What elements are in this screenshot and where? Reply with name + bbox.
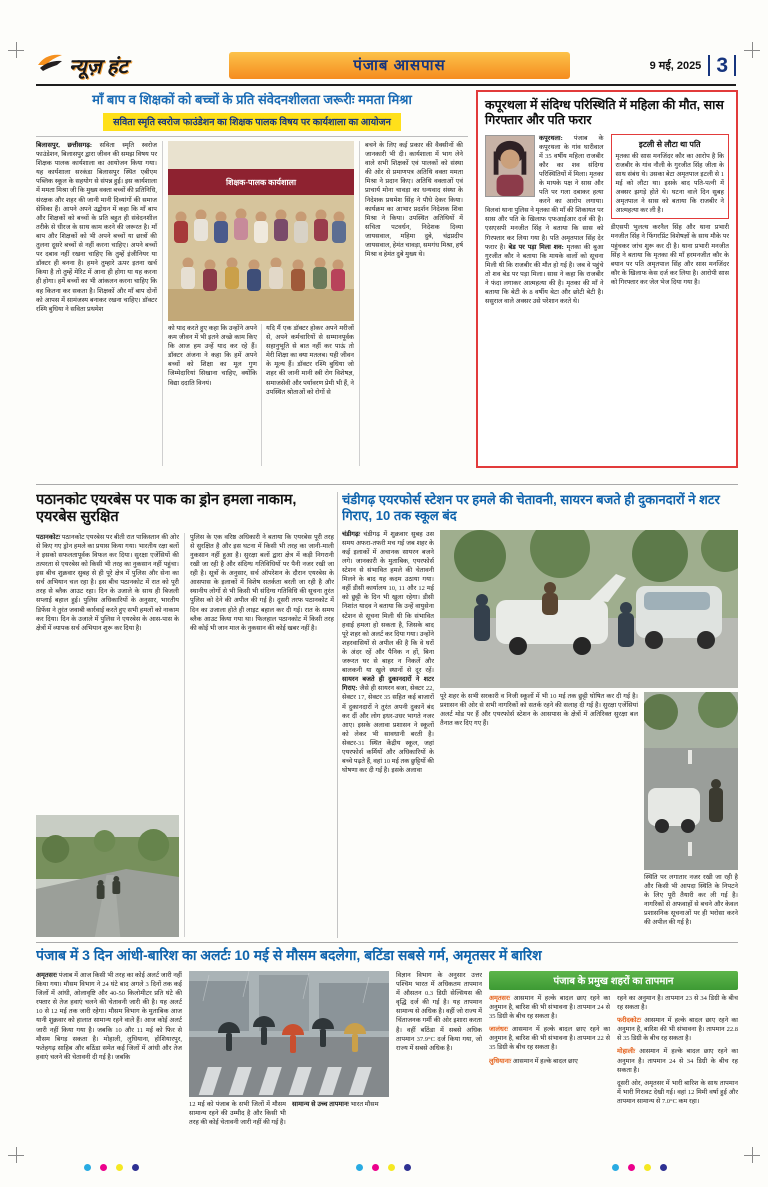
issue-date: 9 मई, 2025 (649, 59, 702, 72)
city-label: अमृतसरः (489, 995, 510, 1002)
masthead (36, 52, 221, 79)
temp-text: आसमान में हल्के बादल छाए रहने का अनुमान है। तापमान 24 से 34 डिग्री के बीच रह सकता है। (617, 1048, 738, 1074)
registration-dots (84, 1164, 139, 1171)
car-inspection-photo (440, 530, 738, 688)
pathankot-col1 (36, 533, 184, 937)
city-label: जालंधरः (489, 1026, 508, 1034)
pathankot-col1-body: पठानकोट एयरबेस पर बीती रात पाकिस्तान की ओर से किए गए ड्रोन हमले का प्रयास किया गया। भारतीय रक्षा बलों ने इसको सफलतापूर्वक विफल कर दिया। सुरक्षा एजेंसियों की तत्परता से एयरबेस को किसी भी तरह का नुकसान नहीं पहुंचा। इस बीच शुक्रवार सुबह से ही पूरे क्षेत्र में पुलिस और सेना का सर्च अभियान चल रहा है। इस बीच पठानकोट में रात को पूरी तरह से ब्लैक आउट रहा। दिन के उजाले के साथ ही बिजली सप्लाई बहाल हुई। पुलिस अधिकारियों के अनुसार, भारतीय डिफेंस ने तुरंत जवाबी कार्रवाई करते हुए सभी हमलों को नाकाम कर दिया। दिन के उजाले में पुलिस ने एयरबेस के आस-पास के क्षेत्रों में व्यापक सर्च अभियान शुरू कर दिया है। (36, 533, 179, 632)
airbase-road-photo (36, 815, 179, 937)
dateline: कपूरथला: (539, 134, 563, 142)
temp-entry (617, 994, 738, 1012)
crop-mark (744, 1147, 760, 1163)
weather-col3 (396, 971, 482, 1151)
crop-mark (8, 1147, 24, 1163)
weather-col1-body: पंजाब में आज किसी भी तरह का कोई अलर्ट जारी नहीं किया गया। मौसम विभाग ने 24 घंटे बाद अगले 3 दिनों तक कई जिलों में आंधी, ओलावृष्टि और 40-50 किलोमीटर प्रति घंटे की रफ्तार से तेज हवाएं चलने की चेतावनी जारी की है। यह अलर्ट 10 से 12 मई तक जारी रहेगा। मौसम विभाग के मुताबिक आज यानी शुक्रवार को हालात सामान्य रहने वाले हैं। आज कोई अलर्ट जारी नहीं किया गया है। जबकि 10 और 11 मई को फिर से मौसम बिगड़ सकता है। मोहाली, लुधियाना, होशियारपुर, फतेहगढ़ साहिब और बठिंडा समेत कई जिलों में आंधी और तेज हवाएं चलने की चेतावनी दी गई है। जबकि (36, 972, 182, 1061)
top-story-col4: बचने के लिए कई प्रकार की वैक्सीनों की जानकारी भी दी। कार्यशाला में भाग लेने वाले सभी शिक्षकों एवं पालकों को संस्था की ओर से प्रमाणपत्र अतिथि वक्ता ममता मिश्रा ने प्रदान किए। अतिथि वक्ताओं एवं प्राचार्य मोना चावड़ा का धन्यवाद संस्था के निदेशक प्रथमेश सिंह ने पौधे देकर किया। कार्यक्रम का आभार प्रदर्शन निदेशक शिवा मिश्रा ने किया। उपस्थित अतिथियों में सचिता पटवर्धन, निदेशक दिव्या जायसवाल, महिमा दुबे, चंद्रप्रदीप जायसवाल, हेमंत चावड़ा, समगंध मिश्रा, हर्ष मिश्रा व हेमंत दुबे मुख्य थे। (365, 142, 463, 259)
top-story (36, 90, 468, 468)
top-story-subhead: सविता स्मृति स्वरोज फाउंडेशन का शिक्षक पालक विषय पर कार्यशाला का आयोजन (103, 113, 401, 131)
normal-temp-block (292, 1100, 389, 1151)
kapurthala-sub2-title: बेड पर पड़ा मिला शव: (508, 243, 564, 251)
workshop-group-photo (168, 141, 354, 321)
crop-mark (744, 42, 760, 58)
top-story-headline: माँ बाप व शिक्षकों को बच्चों के प्रति संवेदनशीलता जरूरीः ममता मिश्रा (92, 92, 412, 107)
top-story-body (36, 136, 468, 466)
weather-col1 (36, 971, 182, 1151)
chandigarh-right (440, 530, 738, 934)
kapurthala-body (485, 134, 729, 434)
kapurthala-col1 (485, 134, 604, 434)
cyan-dot (356, 1164, 363, 1171)
chandigarh-body (342, 530, 738, 934)
magenta-dot (372, 1164, 379, 1171)
city-label: लुधियानाः (489, 1057, 512, 1065)
pathankot-body (36, 533, 334, 937)
normal-temp-title: सामान्य से उच्च तापमानः (292, 1101, 349, 1108)
kapurthala-story (476, 90, 738, 468)
magenta-dot (100, 1164, 107, 1171)
page-number: 3 (708, 55, 736, 76)
cyan-dot (84, 1164, 91, 1171)
shutter-text: जैसे ही सायरन बजा, सेक्टर 22, सेक्टर 17, सेक्टर 35 सहित कई बाजारों में दुकानदारों ने तुरंत अपनी दुकानें बंद कर दीं और लोग इधर-उधर भागते नजर आए। इसके अलावा प्रशासन ने स्कूलों को लेकर भी सावधानी बरती है। सेक्टर-31 स्थित केंद्रीय स्कूल, जहां एयरफोर्स कर्मियों और अधिकारियों के बच्चे पढ़ते हैं, वहां 10 मई तक छुट्टियों की घोषणा कर दी गई है। इसके अलावा (342, 685, 434, 775)
temp-entry (489, 994, 610, 1021)
temperature-table-title: पंजाब के प्रमुख शहरों का तापमान (489, 971, 738, 990)
pathankot-col2: पुलिस के एक वरिष्ठ अधिकारी ने बताया कि एयरबेस पूरी तरह से सुरक्षित है और इस घटना में किसी भी तरह का जानी-माली नुकसान नहीं हुआ है। सुरक्षा बलों द्वारा क्षेत्र में कड़ी निगरानी रखी जा रही है और संदिग्ध गतिविधियों पर पैनी नजर रखी जा रही है। सूत्रों के अनुसार, सर्च ऑपरेशन के दौरान एयरबेस के आसपास के इलाकों में विशेष सतर्कता बरती जा रही है और स्थानीय लोगों से भी किसी भी संदिग्ध गतिविधि की सूचना तुरंत पुलिस को देने की अपील की गई है। दूसरी तरफ पठानकोट में दिन का उजाला होते ही लाइट बहाल कर दी गई। रात के समय ब्लैक आउट किया गया था। फिलहाल पठानकोट में किसी तरह की कोई भी जान माल के नुकसान की कोई खबर नहीं है। (184, 533, 334, 937)
yellow-dot (388, 1164, 395, 1171)
chandigarh-photo2-col (644, 692, 738, 934)
blue-dot (660, 1164, 667, 1171)
chandigarh-col1-body: चंडीगढ़ में शुक्रवार सुबह उस समय अफरा-तफरी मच गई जब शहर के कई इलाकों में अचानक सायरन बजने लगे। जानकारी के मुताबिक, एयरफोर्स स्टेशन से संभावित हमले की चेतावनी मिलने के बाद यह कदम उठाया गया। वहीं डीसी कार्यालय 10, 11 और 12 मई को छुट्टी के दिन भी खुला रहेगा। डीसी निशांत यादव ने बताया कि उन्हें वायुसेना स्टेशन से सूचना मिली थी कि संभावित हवाई हमला हो सकता है, जिसके बाद पूरे शहर को अलर्ट कर दिया गया। उन्होंने शहरवासियों से अपील की है कि वे घरों के अंदर रहें और पैनिक न हों, बिना जरूरत घर से बाहर न निकलें और बालकनी या खुले स्थानों से दूर रहें। (342, 530, 434, 675)
temp-entry (489, 1025, 610, 1052)
italy-box (611, 134, 730, 220)
victim-portrait-photo (485, 135, 535, 197)
temp-text: आसमान में हल्के बादल छाए रहने का अनुमान है, बारिश की भी संभावना है। तापमान 24 से 35 डिग्री के बीच रह सकता है। (489, 995, 610, 1021)
pathankot-col1-text (36, 533, 179, 812)
section-divider (36, 484, 738, 485)
section-divider (36, 942, 738, 943)
edition-title: पंजाब आसपास (229, 52, 570, 79)
temp-entry (489, 1057, 610, 1066)
italy-box-title: इटली से लौटा था पति (638, 139, 701, 149)
temp-text: आसमान में हल्के बादल छाए रहने का अनुमान है, बारिश की भी संभावना है। तापमान 22 से 35 डिग्री के बीच रह सकता है। (489, 1026, 610, 1052)
weather-headline: पंजाब में 3 दिन आंधी-बारिश का अलर्टः 10 मई से मौसम बदलेगा, बटिंडा सबसे गर्म, अमृतसर में बारिश (36, 947, 542, 963)
kapurthala-para2: विलवां थाना पुलिस ने मृतका की माँ की शिकायत पर सास और पति के खिलाफ एफआईआर दर्ज की है। एसएसपी मनजीत सिंह ने बताया कि सास को गिरफ्तार कर लिया गया है। पति अमृतपाल सिंह देर फरार है। (485, 207, 604, 251)
column-divider (337, 492, 338, 938)
temp-tail-note: दूसरी ओर, अमृतसर में भारी बारिश के साथ तापमान में भारी गिरावट देखी गई। वहां 12 मिमी वर्षा हुई और तापमान सामान्य से 7.0°C कम रहा। (617, 1079, 738, 1105)
page-header (36, 50, 736, 80)
street-check-caption: स्थिति पर लगातार नजर रखी जा रही है और किसी भी आपदा स्थिति के निपटने के लिए पूरी तैयारी कर ली गई है। नागरिकों से अफवाहों से बचने और केवल प्रशासनिक सूचनाओं पर ही भरोसा करने की अपील की गई है। (644, 873, 738, 927)
temp-entry (617, 1016, 738, 1043)
pathankot-headline: पठानकोट एयरबेस पर पाक का ड्रोन हमला नाकाम, एयरबेस सुरक्षित (36, 492, 297, 526)
normal-temp-lead: भारत मौसम (350, 1101, 379, 1108)
weather-captions (189, 1100, 389, 1151)
cyan-dot (612, 1164, 619, 1171)
dateline: चंडीगढ़ः (342, 530, 360, 538)
dateline: पठानकोटः (36, 533, 61, 541)
registration-dots (356, 1164, 411, 1171)
street-check-photo (644, 692, 738, 870)
temp-text: आसमान में हल्के बादल छाए रहने का अनुमान है, बारिश की भी संभावना है। तापमान 22.8 से 35 डिग्री के बीच रह सकता है। (617, 1017, 738, 1043)
top-story-col2: को याद करते हुए कहा कि उन्होंने अपने कम जीवन में भी इतने अच्छे काम किए कि आज हम उन्हें याद कर रहे हैं। डॉक्टर अंजना ने कहा कि हमें अपने बच्चों को शिक्षा का मूल गुण जिम्मेदारियां सिखाना चाहिए, क्योंकि विद्या ददाति विनयं। (168, 325, 257, 387)
chandigarh-lower (440, 692, 738, 934)
temperature-table-columns (489, 994, 738, 1110)
top-story-midcols (168, 324, 354, 466)
yellow-dot (644, 1164, 651, 1171)
chandigarh-headline: चंडीगढ़ एयरफोर्स स्टेशन पर हमले की चेतावनी, सायरन बजते ही दुकानदारों ने शटर गिराए, 10 तक स्कूल बंद (342, 492, 720, 523)
crop-mark (8, 42, 24, 58)
italy-box-text: मृतका की सास मनजिंदर कौर का आरोप है कि राजबीर के गांव नौली के गुरजीत सिंह जीता के साथ संबंध थे। उसका बेटा अमृतपाल इटली से 1 मई को लौटा था। इसके बाद पति-पत्नी में अक्सर झगड़े होते थे। घटना वाले दिन सुबह अमृतपाल ने सास को बताया कि राजबीर ने आत्महत्या कर ली है। (615, 152, 724, 215)
city-label: फरीदकोटः (617, 1017, 642, 1025)
temperature-col-left (489, 994, 610, 1110)
temp-entry (617, 1047, 738, 1074)
weather-col3-a: विज्ञान विभाग के अनुसार उत्तर पश्चिम भारत में अधिकतम तापमान में औसतन 0.3 डिग्री सेल्सियस की वृद्धि दर्ज की गई है। यह तापमान सामान्य से अधिक है। वहीं (396, 972, 482, 1016)
top-story-col3: यदि मैं एक डॉक्टर होकर अपने मरीजों से, अपने कर्मचारियों से सम्मानपूर्वक सहानुभूति से बात नहीं कर पाऊं तो मेरी शिक्षा का क्या मतलब। यही जीवन के मूल्य हैं। डॉक्टर रश्मि बुधिया जो शहर की जानी मानी स्त्री रोग विशेषज्ञ, समाजसेवी और पर्यावरण प्रेमी भी हैं, ने उपस्थित श्रोताओं को रोगों से (261, 324, 354, 466)
kapurthala-col2 (611, 134, 730, 434)
dateline: अमृतसरः (36, 972, 57, 979)
chandigarh-story (342, 492, 738, 942)
date-block (578, 55, 736, 76)
temperature-table (489, 971, 738, 1151)
top-story-col1 (36, 141, 162, 466)
registration-dots (612, 1164, 667, 1171)
kapurthala-para3: डीएसपी भुलत्थ करनैल सिंह और थाना प्रभारी मनजीत सिंह ने फिंगरप्रिंट विशेषज्ञों के साथ मौके पर पहुंचकर जांच शुरू कर दी है। थाना प्रभारी मनजीत सिंह ने बताया कि मृतका की माँ हरमनजीत कौर के बयान पर पति अमृतपाल सिंह और सास मनजिंदर कौर के खिलाफ केस दर्ज कर लिया है। आरोपी सास को गिरफ्तार कर जेल भेज दिया गया है। (610, 224, 729, 286)
rain-photo-caption: 12 मई को पंजाब के सभी जिलों में मौसम सामान्य रहने की उम्मीद है और किसी भी तरह की कोई चेतावनी जारी नहीं की गई है। (189, 1101, 286, 1127)
top-story-col1-text: सविता स्मृति स्वरोज फाउंडेशन, बिलासपुर द्वारा जीवन की समझ विषय पर शिक्षक पालक कार्यशाला का आयोजन किया गया। यह कार्यशाला सरकंडा बिलासपुर स्थित एबीएम पब्लिक स्कूल के सहयोग से संपन्न हुई। इस कार्यशाला में ममता मिश्रा जी कि मुख्य वक्ता बच्चों की प्रतिनिधि, संरक्षक और शहर की जानी मानी दिव्यांगों की समाज सेविका हैं। आपने अपने उद्बोधन में कहा कि माँ बाप और शिक्षकों को बच्चों के प्रति बहुत ही संवेदनशील तरीके से धीरज के साथ काम करने की जरूरत है। माँ बाप और शिक्षकों को भी अपने बच्चों या छात्रों की तुलना दूसरे बच्चों से नहीं करना चाहिए। अपने बच्चों पर दबाव नहीं रखना चाहिए कि तुम्हें इंजीनियर या डॉक्टर ही बनना है। हमने तुम्हारे ऊपर इतना खर्च किया है तो तुम्हें मेरिट में आना ही होगा या यह करना ही होगा। हमें बच्चों का भी आंकलन करना चाहिए कि वह कितना कर सकता है। शिक्षकों और माँ बाप दोनों को आपस में सामंजस्य बनाकर रखना चाहिए। डॉक्टर रश्मि बुधिया ने सविता प्रथमेश (36, 142, 157, 313)
pathankot-story (36, 492, 334, 938)
masthead-bird-icon (36, 52, 64, 79)
kapurthala-sub2-text: मृतका की बुआ गुरजीत कौर ने बताया कि मायके वालों को सूचना मिली थी कि राजबीर की मौत हो गई है। जब वे पहुंचे तो शव बेड पर पड़ा मिला। सास ने कहा कि राजबीर ने फंदा लगाकर आत्महत्या की है। मृतका की माँ ने बताया कि बेटी के 8 वर्षीय बेटा और छोटी बेटी है। ससुराल वाले अक्सर उसे परेशान करते थे। (485, 243, 604, 306)
kapurthala-lead: पंजाब के कपूरथला के गांव घारीवाल में 35 वर्षीय महिला राजबीर कौर का शव संदिग्ध परिस्थितियों में मिला। मृतका के मायके पक्ष ने सास और पति पर गला दबाकर हत्या करने का आरोप लगाया। (539, 134, 604, 206)
chandigarh-right-text: पूरे शहर के सभी सरकारी व निजी स्कूलों में भी 10 मई तक छुट्टी घोषित कर दी गई है। प्रशासन की ओर से सभी नागरिकों को सतर्क रहने की सलाह दी गई है। सुरक्षा एजेंसियां अलर्ट मोड पर हैं और एयरफोर्स स्टेशन के आसपास के क्षेत्रों में अतिरिक्त सुरक्षा बल तैनात कर दिए गए हैं। (440, 692, 638, 727)
chandigarh-col1 (342, 530, 434, 934)
blue-dot (132, 1164, 139, 1171)
header-rule (36, 84, 736, 86)
temp-text: रहने का अनुमान है। तापमान 23 से 34 डिग्री के बीच रह सकता है। (617, 995, 738, 1012)
blue-dot (404, 1164, 411, 1171)
dateline: बिलासपुर, छत्तीसगढ़: (36, 142, 93, 149)
rain-crossing-photo (189, 971, 389, 1097)
city-label: मोहालीः (617, 1048, 636, 1056)
kapurthala-headline: कपूरथला में संदिग्ध परिस्थिति में महिला की मौत, सास गिरफ्तार और पति फरार (485, 98, 724, 128)
temperature-col-right (617, 994, 738, 1110)
top-story-middle (162, 141, 360, 466)
yellow-dot (116, 1164, 123, 1171)
weather-col3-b: जो राज्य में चिंताजनक गर्मी की ओर इशारा करता है। वहीं बठिंडा में सबसे अधिक तापमान 37.9°C दर्ज किया गया, जो राज्य में सबसे अधिक है। (396, 1008, 482, 1052)
weather-story (36, 946, 738, 1152)
magenta-dot (628, 1164, 635, 1171)
weather-body (36, 971, 738, 1151)
shutter-subhead: सायरन बजते ही दुकानदारों ने शटर गिराए: (342, 676, 434, 693)
temp-text: आसमान में हल्के बादल छाए (512, 1057, 578, 1065)
masthead-title: न्यूज़ हंट (69, 55, 128, 78)
photo-banner-text: शिक्षक-पालक कार्यशाला (225, 178, 297, 187)
weather-photo-column (189, 971, 389, 1151)
